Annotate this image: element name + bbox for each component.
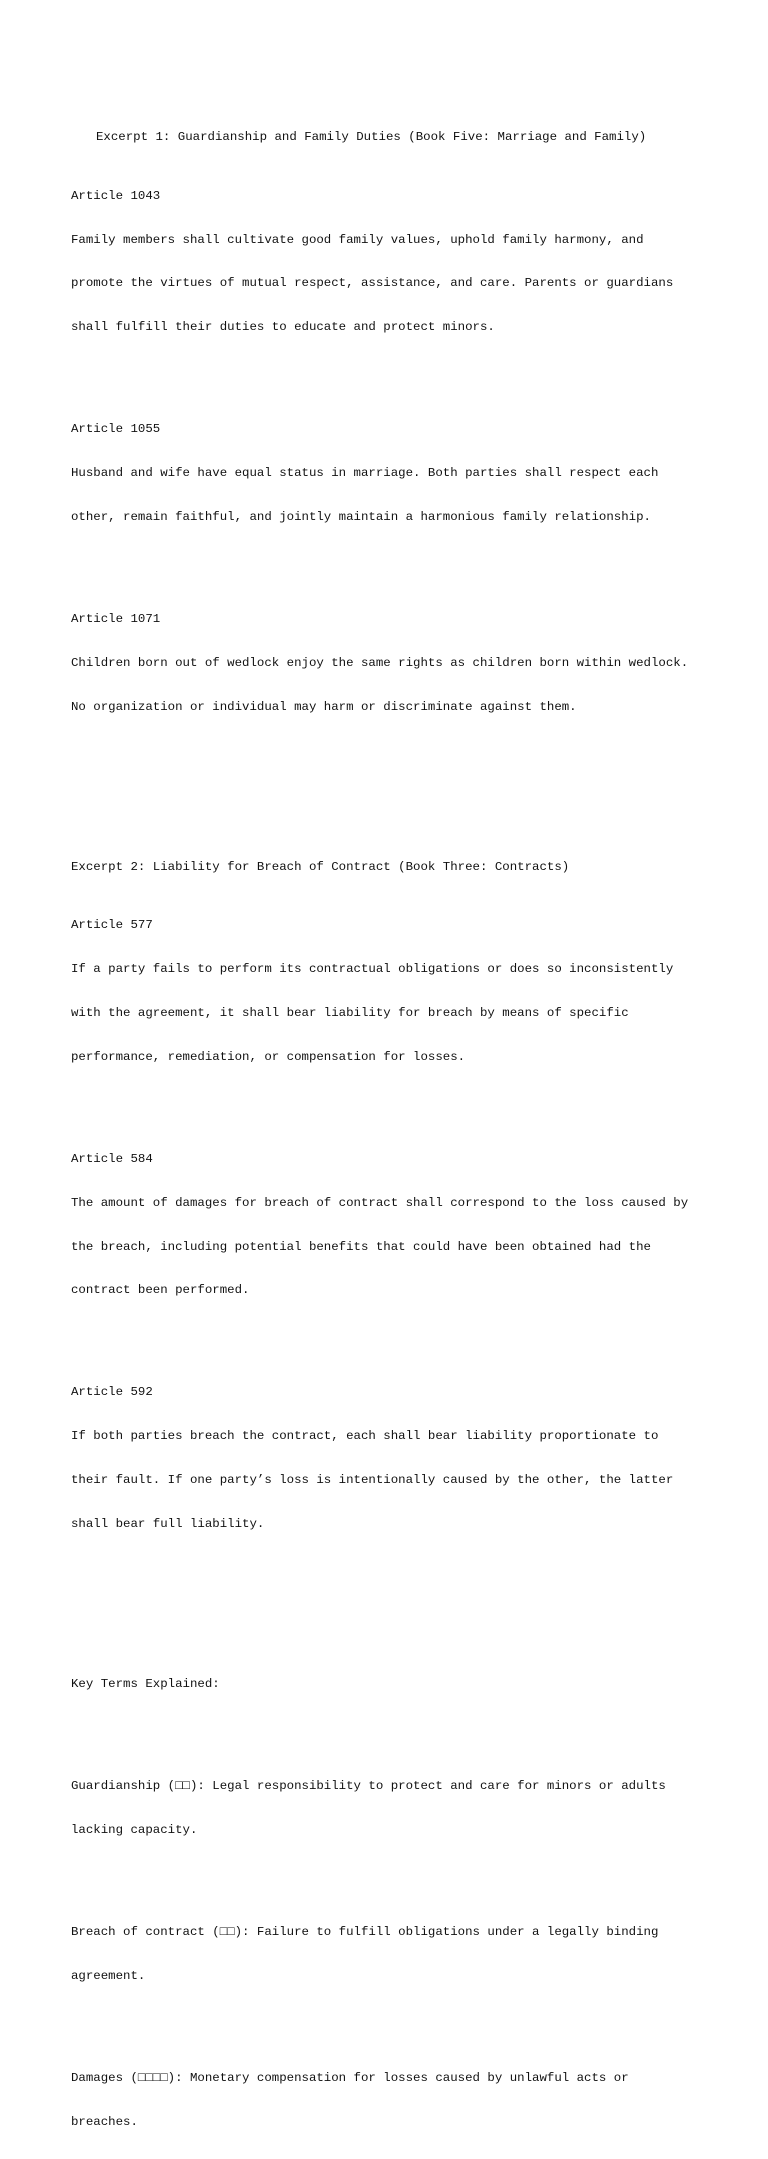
- article-title: Article 1055: [71, 422, 161, 437]
- document-page: [71, 72, 711, 2159]
- article-text-line: No organization or individual may harm or discriminate against them.: [71, 699, 577, 714]
- key-terms-heading: Key Terms Explained:: [71, 1677, 220, 1692]
- spacer: [71, 787, 711, 802]
- article-text-line: Children born out of wedlock enjoy the same rights as children born within wedlock.: [71, 655, 689, 670]
- article-text-line: performance, remediation, or compensation for losses.: [71, 1049, 466, 1064]
- article-text-line: shall fulfill their duties to educate and protect minors.: [71, 320, 495, 335]
- article-title: Article 584: [71, 1151, 153, 1166]
- spacer: [71, 2013, 711, 2028]
- spacer: [71, 1721, 711, 1736]
- term-text-line: Guardianship (□□): Legal responsibility to protect and care for minors or adults: [71, 1779, 666, 1794]
- spacer: [71, 1327, 711, 1342]
- article-text-line: contract been performed.: [71, 1283, 250, 1298]
- term-text-line: Damages (□□□□): Monetary compensation for losses caused by unlawful acts or: [71, 2071, 629, 2086]
- article-text-line: shall bear full liability.: [71, 1516, 265, 1531]
- article-title: Article 592: [71, 1385, 153, 1400]
- article-text-line: promote the virtues of mutual respect, assistance, and care. Parents or guardians: [71, 276, 674, 291]
- article-text-line: the breach, including potential benefits that could have been obtained had the: [71, 1239, 651, 1254]
- term-text-line: Breach of contract (□□): Failure to fulfill obligations under a legally binding: [71, 1925, 659, 1940]
- term-text-line: breaches.: [71, 2115, 138, 2130]
- article-text-line: other, remain faithful, and jointly maintain a harmonious family relationship.: [71, 509, 651, 524]
- article-text-line: The amount of damages for breach of contract shall correspond to the loss caused by: [71, 1195, 689, 1210]
- spacer: [71, 1604, 711, 1619]
- excerpt-1-heading: Excerpt 1: Guardianship and Family Duties (Book Five: Marriage and Family): [96, 130, 647, 145]
- article-text-line: Husband and wife have equal status in marriage. Both parties shall respect each: [71, 466, 659, 481]
- article-text-line: If both parties breach the contract, each shall bear liability proportionate to: [71, 1429, 659, 1444]
- spacer: [71, 554, 711, 569]
- article-text-line: Family members shall cultivate good family values, uphold family harmony, and: [71, 232, 644, 247]
- article-text-line: with the agreement, it shall bear liability for breach by means of specific: [71, 1006, 629, 1020]
- spacer: [71, 1561, 711, 1576]
- article-title: Article 1043: [71, 188, 161, 203]
- spacer: [71, 1867, 711, 1882]
- article-title: Article 1071: [71, 611, 161, 626]
- term-text-line: lacking capacity.: [71, 1823, 198, 1838]
- spacer: [71, 364, 711, 379]
- spacer: [71, 743, 711, 758]
- article-title: Article 577: [71, 918, 153, 933]
- excerpt-2-heading: Excerpt 2: Liability for Breach of Contract (Book Three: Contracts): [71, 860, 570, 875]
- spacer: [71, 1094, 711, 1109]
- article-text-line: their fault. If one party’s loss is intentionally caused by the other, the latter: [71, 1473, 674, 1487]
- article-text-line: If a party fails to perform its contractual obligations or does so inconsistently: [71, 962, 674, 977]
- term-text-line: agreement.: [71, 1969, 146, 1984]
